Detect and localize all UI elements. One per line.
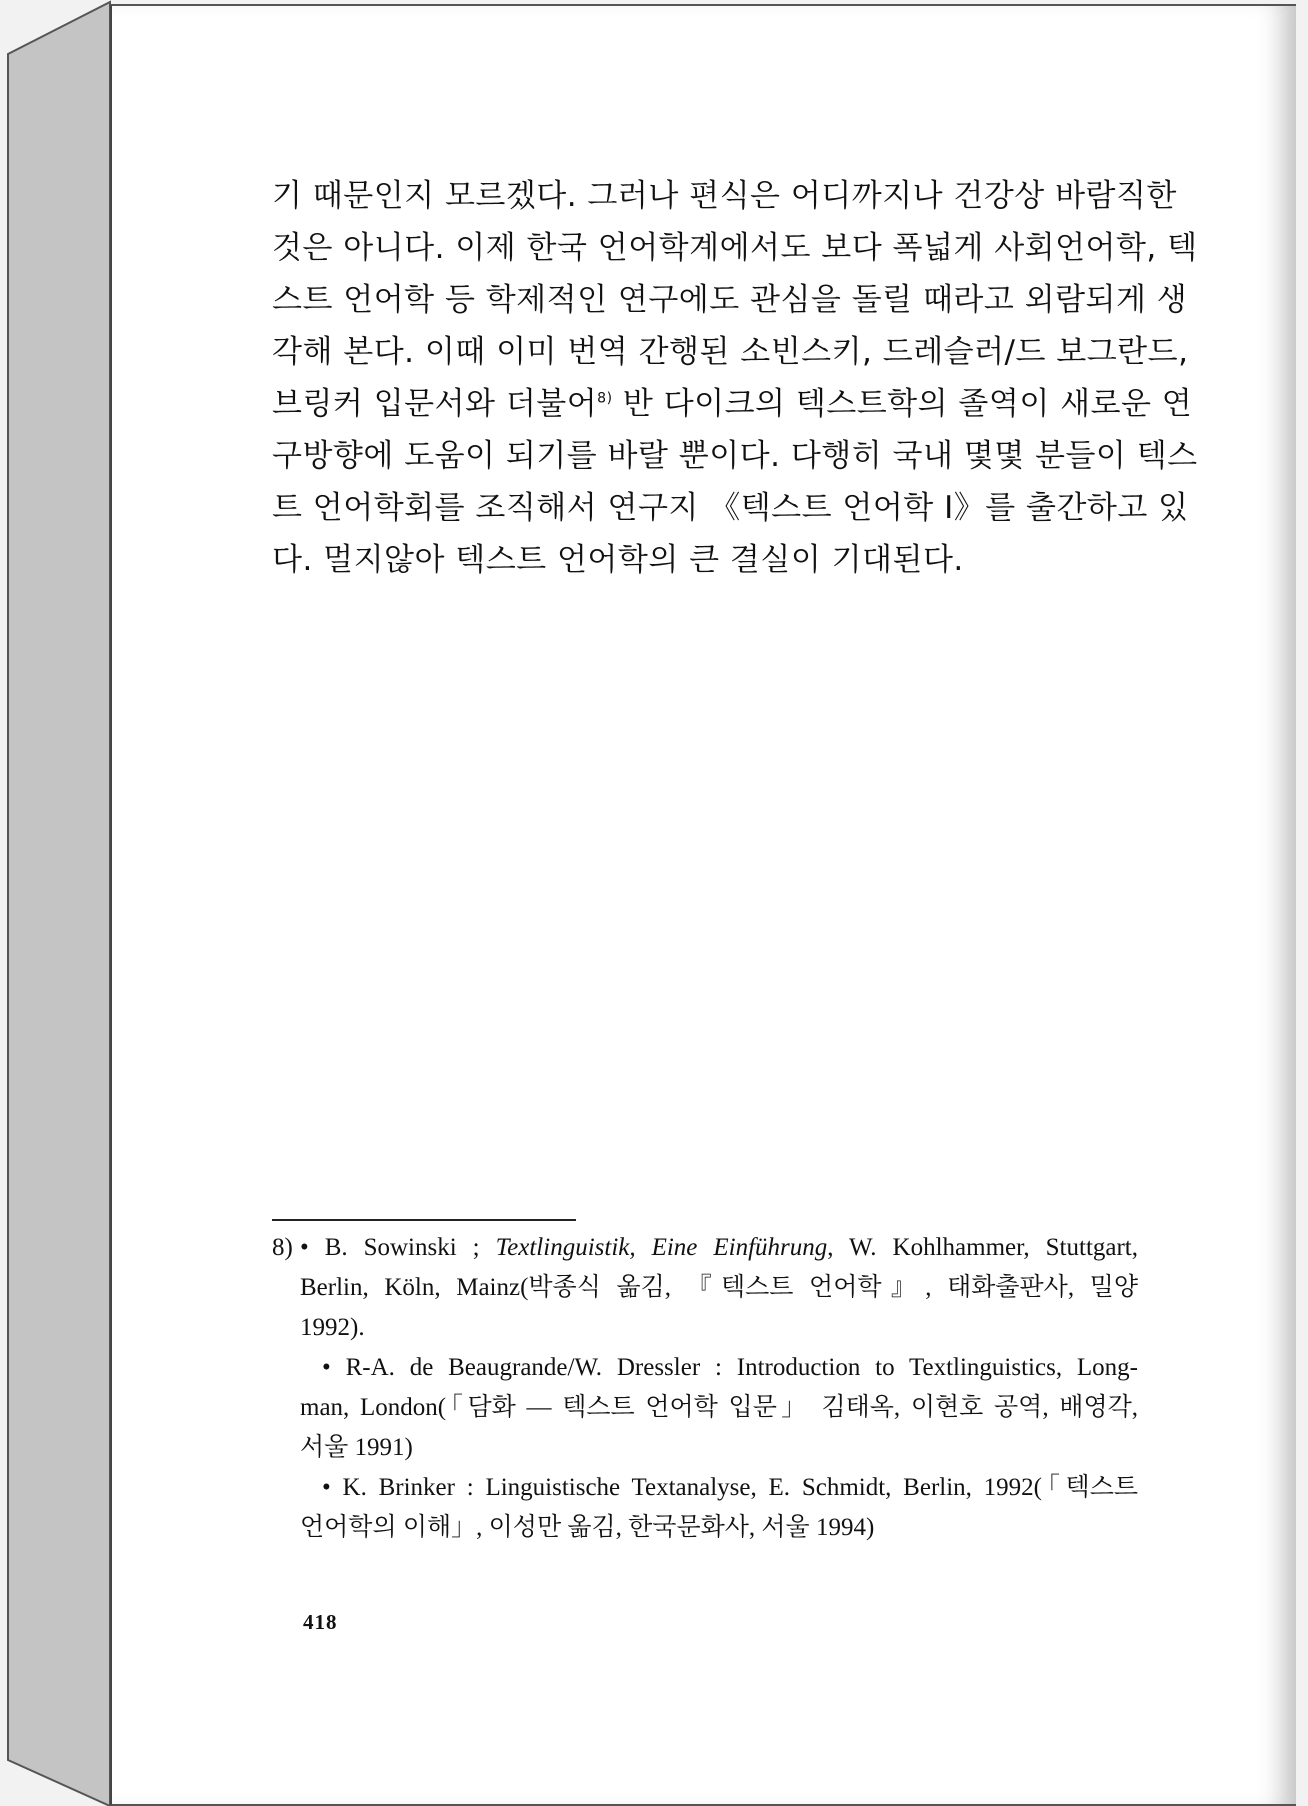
text-line: 구방향에 도움이 되기를 바랄 뿐이다. 다행히 국내 몇몇 분들이 텍스: [272, 438, 1198, 474]
footnote-author: • B. Sowinski ;: [300, 1234, 496, 1261]
text-line: 각해 본다. 이때 이미 번역 간행된 소빈스키, 드레슬러/드 보그란드,: [272, 334, 1189, 370]
page-number: 418: [303, 1610, 338, 1634]
footnote-divider: [272, 1219, 576, 1221]
footnote-reference: 8): [597, 390, 613, 407]
footnote-line: 1992).: [300, 1314, 365, 1341]
text-line: 다. 멀지않아 텍스트 언어학의 큰 결실이 기대된다.: [272, 542, 964, 578]
text-line: [272, 378, 1193, 430]
footnote-line: man, London(「담화 — 텍스트 언어학 입문」 김태옥, 이현호 공역, 배영각,: [300, 1394, 1138, 1421]
footnote-line: 서울 1991): [300, 1434, 413, 1461]
footnote-line: [296, 1228, 1138, 1268]
footnote-line: 언어학의 이해」, 이성만 옮김, 한국문화사, 서울 1994): [300, 1514, 875, 1541]
text-line: 기 때문인지 모르겠다. 그러나 편식은 어디까지나 건강상 바람직한: [272, 178, 1177, 214]
text-line: 것은 아니다. 이제 한국 언어학계에서도 보다 폭넓게 사회언어학, 텍: [272, 230, 1198, 266]
text-segment: 브링커 입문서와 더불어: [272, 386, 598, 422]
footnote-line: • R-A. de Beaugrande/W. Dressler : Introduction to Textlinguistics, Long-: [322, 1354, 1138, 1381]
footnote-number: 8): [272, 1234, 293, 1261]
footnote-title: Textlinguistik, Eine Einführung: [495, 1234, 828, 1261]
text-segment: 반 다이크의 텍스트학의 졸역이 새로운 연: [622, 386, 1193, 422]
text-line: 스트 언어학 등 학제적인 연구에도 관심을 돌릴 때라고 외람되게 생: [272, 282, 1188, 318]
footnote-line: • K. Brinker : Linguistische Textanalyse, E. Schmidt, Berlin, 1992(「텍스트: [322, 1474, 1138, 1501]
footnote-publisher: , W. Kohlhammer, Stuttgart,: [827, 1234, 1139, 1261]
body-paragraph: [272, 170, 1198, 586]
footnote-line: Berlin, Köln, Mainz(박종식 옮김, 『텍스트 언어학』, 태화출판사, 밀양: [300, 1274, 1138, 1301]
footnotes: [272, 1228, 1139, 1548]
text-line: 트 언어학회를 조직해서 연구지 《텍스트 언어학 Ⅰ》를 출간하고 있: [272, 490, 1189, 526]
book-spine: [0, 0, 112, 1806]
